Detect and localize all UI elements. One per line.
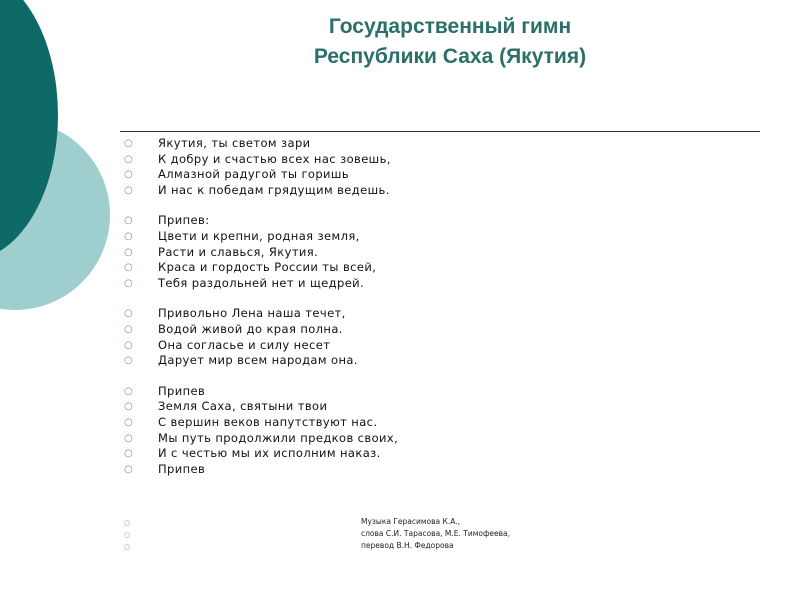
credits: [124, 516, 724, 552]
credit-text: слова С.И. Тарасова, М.Е. Тимофеева,: [361, 529, 511, 538]
lyric-line: [124, 399, 724, 415]
lyric-text: Расти и славься, Якутия.: [158, 244, 319, 259]
lyric-line: [124, 167, 724, 183]
lyric-line: [124, 152, 724, 168]
credit-line: [124, 516, 724, 528]
bullet-circle-icon: ○: [124, 246, 134, 258]
credit-text: Музыка Герасимова К.А.,: [361, 517, 461, 526]
lyric-text: Краса и гордость России ты всей,: [158, 260, 377, 275]
bullet-circle-icon: ○: [124, 153, 134, 165]
lyric-line: [124, 322, 724, 338]
bullet-circle-icon: ○: [124, 385, 134, 397]
bullet-circle-icon: ○: [124, 416, 134, 428]
stanza-gap: [124, 291, 724, 306]
bullet-circle-icon: ○: [124, 519, 131, 527]
bullet-circle-icon: ○: [124, 169, 134, 181]
lyric-line: [124, 245, 724, 261]
lyric-text: Припев: [158, 383, 206, 398]
bullet-circle-icon: ○: [124, 184, 134, 196]
lyric-line: [124, 229, 724, 245]
credit-line: [124, 528, 724, 540]
lyric-text: Якутия, ты светом зари: [158, 136, 311, 150]
lyric-line: [124, 260, 724, 276]
bullet-circle-icon: ○: [124, 308, 134, 320]
title-line-1: Государственный гимн: [328, 15, 572, 38]
lyric-line: [124, 306, 724, 322]
lyric-line: [124, 431, 724, 447]
anthem-lyrics: [124, 136, 724, 477]
bullet-circle-icon: ○: [124, 215, 134, 227]
bullet-circle-icon: ○: [124, 339, 134, 351]
lyric-text: И нас к победам грядущим ведешь.: [158, 182, 390, 197]
lyric-line: [124, 213, 724, 229]
lyric-text: Привольно Лена наша течет,: [158, 306, 346, 321]
stanza-gap: [124, 198, 724, 213]
lyric-line: [124, 353, 724, 369]
lyric-text: Алмазной радугой ты горишь: [158, 167, 350, 182]
lyric-line: [124, 183, 724, 199]
lyric-line: [124, 384, 724, 400]
lyric-text: Припев:: [158, 213, 210, 228]
lyric-line: [124, 462, 724, 478]
bullet-circle-icon: ○: [124, 448, 134, 460]
title-divider: [120, 131, 760, 132]
bullet-circle-icon: ○: [124, 262, 134, 274]
bullet-circle-icon: ○: [124, 323, 134, 335]
lyric-text: Она согласье и силу несет: [158, 337, 331, 352]
credit-text: перевод В.Н. Федорова: [361, 541, 454, 550]
lyric-text: Дарует мир всем народам она.: [158, 353, 358, 368]
credit-line: [124, 540, 724, 552]
bullet-circle-icon: ○: [124, 531, 131, 539]
bullet-circle-icon: ○: [124, 138, 134, 149]
bullet-circle-icon: ○: [124, 401, 134, 413]
lyric-text: И с честью мы их исполним наказ.: [158, 446, 381, 461]
bullet-circle-icon: ○: [124, 355, 134, 367]
lyric-text: Водой живой до края полна.: [158, 321, 343, 336]
lyric-line: [124, 415, 724, 431]
slide-title: [200, 12, 700, 72]
lyric-text: К добру и счастью всех нас зовешь,: [158, 151, 391, 166]
title-line-2: Республики Саха (Якутия): [313, 45, 587, 68]
lyric-line: [124, 276, 724, 292]
lyric-line: [124, 446, 724, 462]
lyric-line: [124, 136, 724, 152]
bullet-circle-icon: ○: [124, 543, 131, 551]
lyric-text: Тебя раздольней нет и щедрей.: [158, 275, 365, 290]
lyric-text: Мы путь продолжили предков своих,: [158, 430, 399, 445]
bullet-circle-icon: ○: [124, 277, 134, 289]
lyric-text: Земля Саха, святыни твои: [158, 399, 328, 414]
lyric-text: Цвети и крепни, родная земля,: [158, 228, 360, 243]
bullet-circle-icon: ○: [124, 230, 134, 242]
lyric-text: С вершин веков напутствуют нас.: [158, 414, 378, 429]
lyric-line: [124, 338, 724, 354]
stanza-gap: [124, 369, 724, 384]
bullet-circle-icon: ○: [124, 463, 134, 475]
bullet-circle-icon: ○: [124, 432, 134, 444]
lyric-text: Припев: [158, 461, 206, 476]
